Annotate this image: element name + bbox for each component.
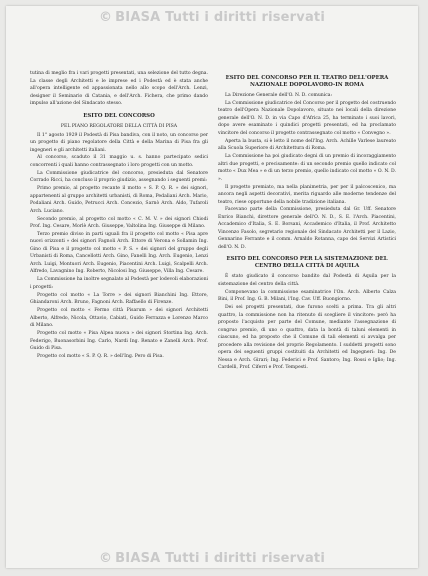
aquila-paragraph: Componevano la commissione esaminatrice l'On. Arch. Alberto Calza Bini, il Prof. Ing. G. B. Milani, l'Ing. Cav. Uff. Buongiorno.	[218, 289, 396, 303]
pisa-paragraph: Terzo premio diviso in parti uguali fra il progetto col motto « Pisa apre nuovi orizzonti » dei signori Fagnoli Arch. Ettore di Verona e Sollamin Ing. Gino di Pisa e il progetto col motto « P. S. » dei signori del gruppo degli Urbanisti di Roma, Cancellotti Arch. Gino, Fanelli Ing. Arch. Eugenio, Lenzi Arch. Luigi, Montuori Arch. Eugenio, Piacentini Arch. Luigi, Scalpelli Arch. Alfredo, Lavagnino Ing. Roberto, Nicolosi Ing. Giuseppe, Villa Ing. Cesare.	[30, 231, 208, 275]
pisa-paragraph: Al concorso, scaduto il 31 maggio u. s. hanno partecipato sedici concorrenti i quali hanno contrassegnato i loro progetti con un motto.	[30, 155, 208, 168]
watermark-bottom	[6, 551, 418, 566]
pisa-paragraph: Progetto col motto « Fermo città Pisarum » dei signori Architetti Alberto, Alfredo, Nicola, Ottavio, Cabiati, Guido Ferrazza e Lorenzo Marco di Milano.	[30, 308, 208, 329]
aquila-paragraph: È stato giudicato il concorso bandito dal Podestà di Aquila per la sistemazione del centro della città.	[218, 274, 396, 287]
teatro-paragraph: La Commissione ha poi giudicato degni di un premio di incoraggiamento altri due progetti, e precisamente: di un secondo premio quello indicato col motto « Dux Mea » e di un terzo premio, quello indicato col motto « O. N. D. ».	[218, 154, 396, 182]
intro-paragraph: tutina di meglio fra i vari progetti presentati, una selezione del tutto degna. La classe degli Architetti e le imprese ed i Podestà ed è stata anche all'opera intelligente ed appassionata nello allo scopo dell'Arch. Lenzi, designer il Seminario di Catania, e dell'Arch. Fichera, che primo dando impulso all'azione del Sindacato stesso.	[30, 71, 208, 106]
pisa-paragraph: Progetto col motto « S. P. Q. R. » dell'Ing. Pero di Pisa.	[37, 353, 164, 359]
document-page	[6, 6, 418, 568]
teatro-paragraph: Il progetto premiato, ma nella planimetria, per per il palcoscenico, ma ancora negli aspetti decorativi, merita riguardo alle moderne tendenze del teatro, riese opportune della nobile tradizione italiana.	[218, 184, 396, 205]
pisa-subheading: PEL PIANO REGOLATORE DELLA CITTÀ DI PISA	[60, 123, 178, 129]
watermark-bottom-text: BIASA Tutti i diritti riservati	[115, 551, 326, 566]
pisa-paragraph: Il 1° agosto 1929 il Podestà di Pisa bandiva, con il noto, un concorso per un progetto di piano regolatore della Città e della Marina di Pisa fra gli ingegneri e gli architetti italiani.	[30, 132, 208, 153]
watermark-top-text: BIASA Tutti i diritti riservati	[115, 10, 326, 25]
right-column	[218, 70, 396, 372]
teatro-paragraph: La Direzione Generale dell'O. N. D. comunica:	[225, 93, 333, 98]
pisa-heading: ESITO DEL CONCORSO	[83, 112, 155, 119]
left-column	[30, 70, 208, 361]
teatro-paragraph: La Commissione giudicatrice del Concorso per il progetto del costruendo teatro dell'Opera Nazionale Dopolavoro, situato nei locali della direzione generale dell'O. N. D. in via Capo d'Africa 25, ha terminato i suoi lavori, dopo avere esaminato i quindici progetti presentati, ed ha proclamato vincitore del concorso il progetto contrassegnato col motto « Convegno ».	[218, 100, 396, 136]
watermark-top	[6, 10, 418, 25]
pisa-paragraph: La Commissione ha inoltre segnalato al Podestà per lodevoli elaborazioni i progetti:	[30, 277, 208, 290]
pisa-paragraph: La Commissione giudicatrice del concorso, presieduta dal Senatore Corrado Ricci, ha concluso il proprio giudizio, assegnando i seguenti premi:	[30, 170, 208, 184]
copyright-icon: ©	[98, 551, 113, 566]
teatro-paragraph: Facevano parte della Commissione, presieduta dal Gr. Uff. Senatore Enrico Bianchi, direttore generale dell'O. N. D., S. E. l'Arch. Piacentini, Accademico d'Italia, S. E. Borsani, Accademico d'Italia, il Prof. Architetto Vincenzo Fasolo, segretario regionale del Sindacato Architetti per il Lazio, Gennarino Ferrante e il comm. Arnaldo Rotanna, capo dei Servizi Artistici dell'O. N. D.	[218, 207, 396, 250]
teatro-heading: ESITO DEL CONCORSO PER IL TEATRO DELL'OPERA NAZIONALE DOPOLAVORO-IN ROMA	[225, 75, 389, 88]
teatro-paragraph: Aperta la busta, si è letto il nome dell'Ing. Arch. Achille Varlese laureato alla Scuola Superiore di Architettura di Roma.	[218, 138, 396, 152]
aquila-heading: ESITO DEL CONCORSO PER LA SISTEMAZIONE DEL CENTRO DELLA CITTÀ DI AQUILA	[226, 256, 388, 270]
pisa-paragraph: Secondo premio, al progetto col motto « C. M. V. » dei signori Chiodi Prof. Ing. Cesare, Morlè Arch. Giuseppe, Valtolina Ing. Giuseppe di Milano.	[30, 216, 208, 230]
pisa-paragraph: Progetto col motto « La Torre » dei signori Bianchini Ing. Ettore, Ghiandaroni Arch. Bruno, Fagnoni Arch. Raffaello di Firenze.	[30, 292, 208, 306]
pisa-paragraph: Primo premio, al progetto recante il motto « S. P. Q. R. » dei signori, appartenenti al gruppo architetti urbanisti, di Roma, Pedaliani Arch. Mario, Podaliani Arch. Guido, Petrucci Arch. Concezio, Sarnò Arch. Aldo, Tufaroli Arch. Luciano.	[30, 186, 208, 214]
aquila-paragraph: Dei sei progetti presentati, due furono scelti a prima. Tra gli altri quattro, la commissione non ha ritenuto di scegliere il vincitore: però ha proposto l'acquisto per parte del Comune, mediante l'assegnazione di congruo premio, di uno o quattro, data la bontà di taluni elementi in ciascuno, ed ha proposto che il Comune di tali elementi si avvalga per procedere alla revisione del proprio Regolamento. I suddetti progetti sono opera dei seguenti gruppi costituiti da Architetti ed Ingegneri: Ing. De Nessa e Arch. Girari; Ing. Federici e Prof. Santoro; Ing. Rossi e Iglio; Ing. Cardelli, Prof. Ciferri e Prof. Tempesti.	[218, 305, 396, 371]
copyright-icon: ©	[98, 10, 113, 25]
pisa-paragraph: Progetto col motto « Pisa Alpea nuova » dei signori Stortina Ing. Arch. Federigo, Buonasorbini Ing. Carlo, Nardi Ing. Renato e Zanelli Arch. Prof. Guido di Pisa.	[30, 331, 208, 352]
